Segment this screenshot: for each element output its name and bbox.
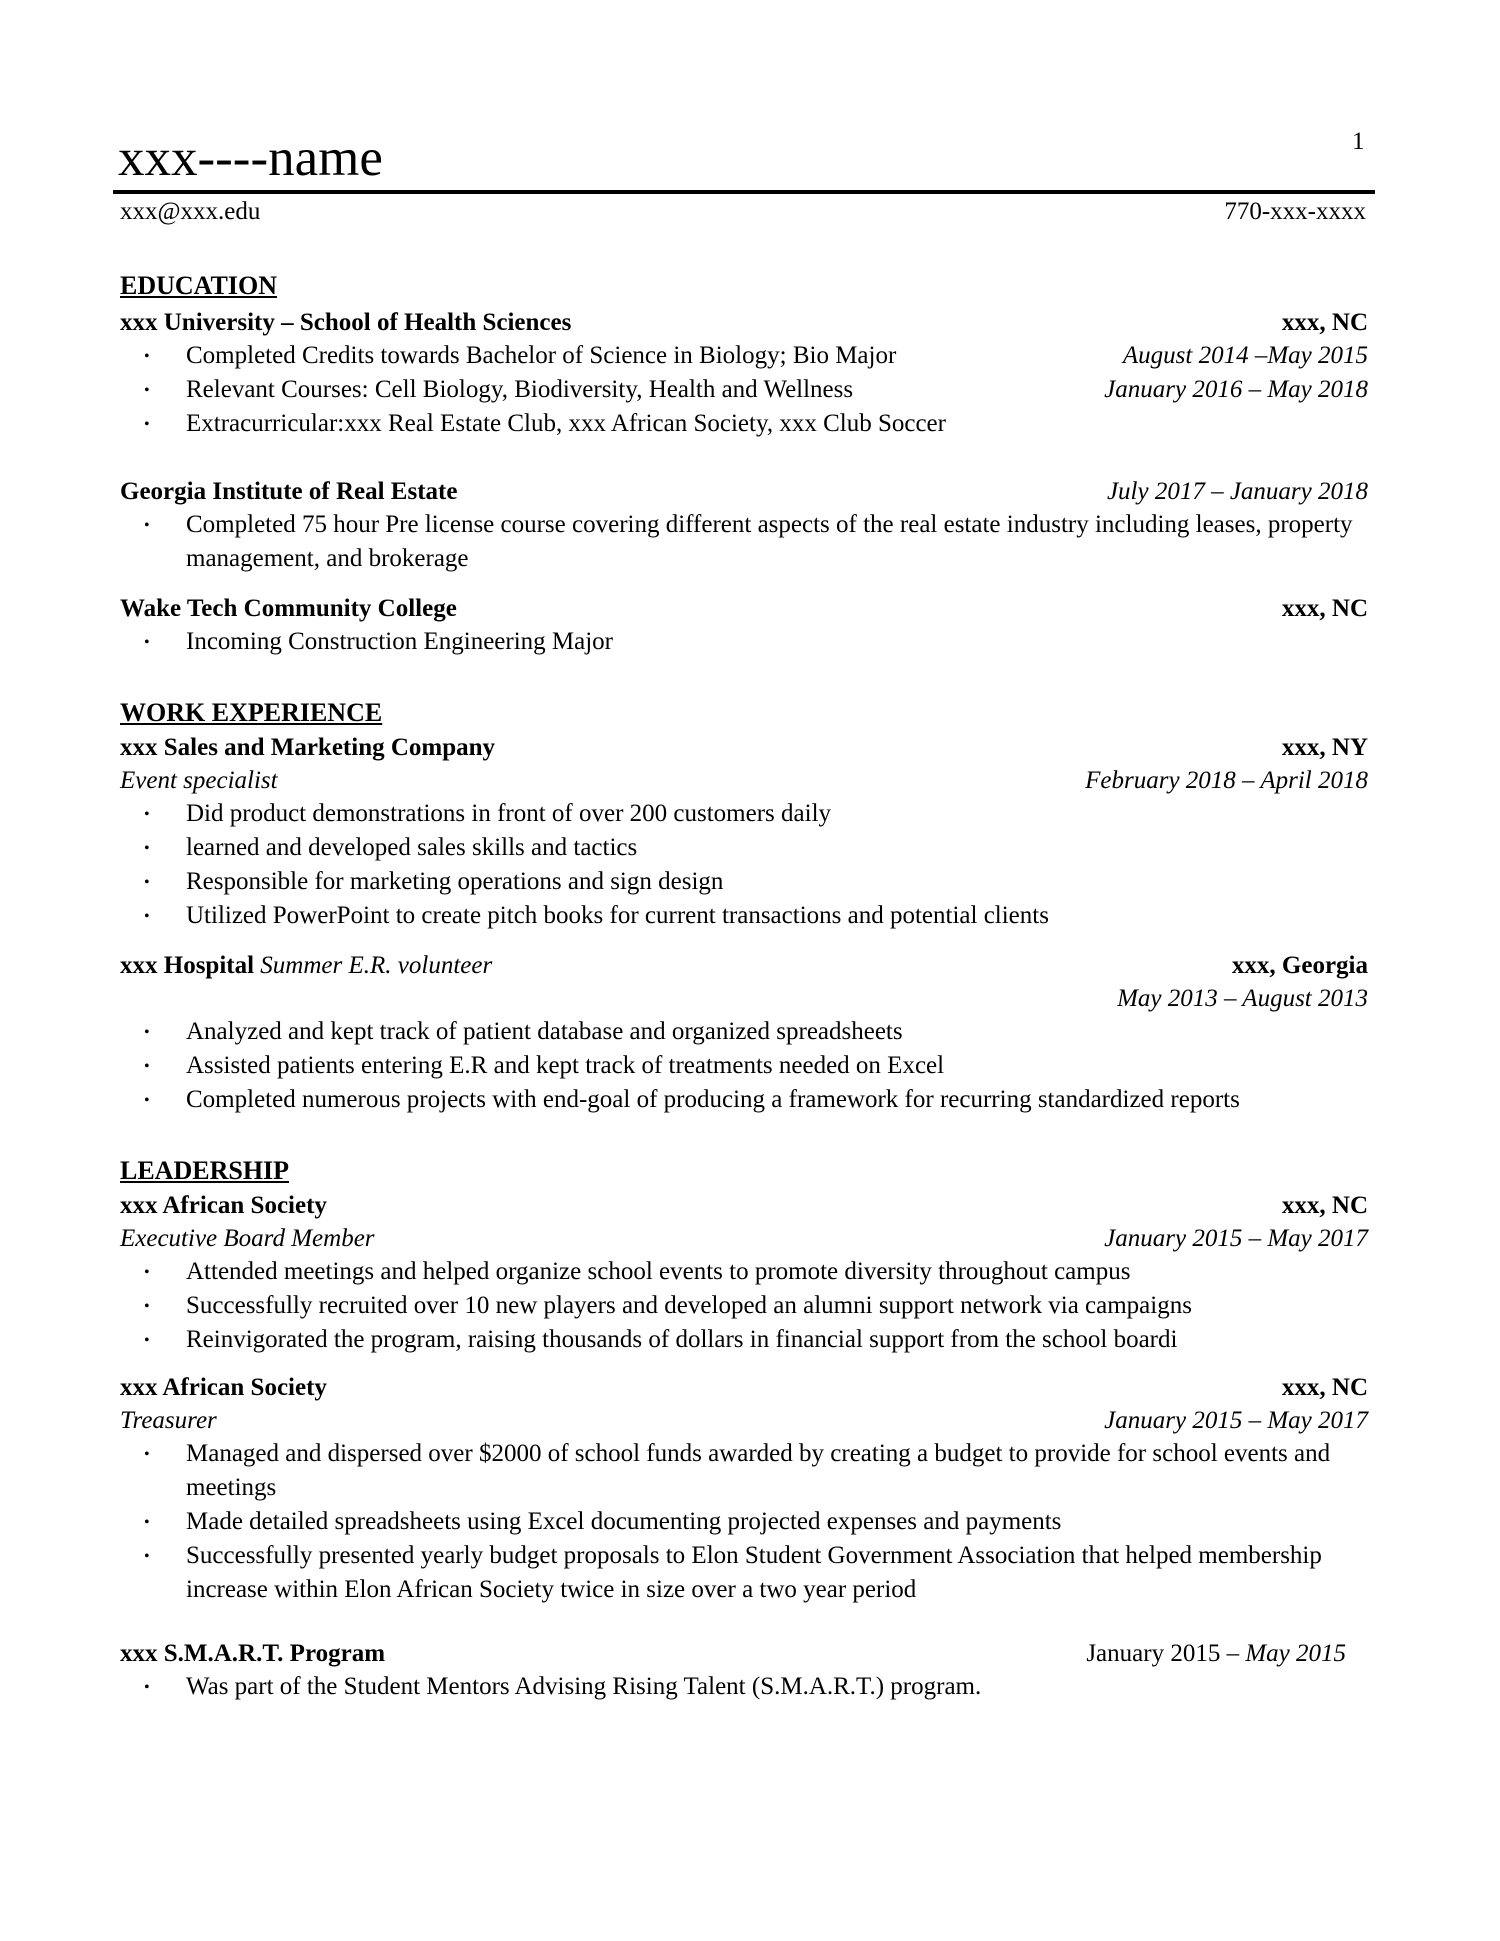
bullet-item: • Incoming Construction Engineering Major <box>186 625 1368 659</box>
bullet-list <box>120 797 1368 933</box>
bullet-item: • Analyzed and kept track of patient database and organized spreadsheets <box>186 1015 1368 1049</box>
location: xxx, NC <box>1281 1374 1368 1401</box>
contact-row <box>120 198 1366 226</box>
bullet-list <box>120 625 1368 659</box>
date-range: July 2017 – January 2018 <box>1106 478 1368 505</box>
bullet-item: • Utilized PowerPoint to create pitch books for current transactions and potential clients <box>186 899 1368 933</box>
bullet-list <box>120 339 966 441</box>
date-list <box>966 339 1368 441</box>
bullet-item: • Successfully recruited over 10 new players and developed an alumni support network via campaigns <box>186 1289 1368 1323</box>
org-name: xxx African Society <box>120 1192 327 1219</box>
date-range: May 2013 – August 2013 <box>1117 985 1368 1012</box>
bullet-item: • Made detailed spreadsheets using Excel documenting projected expenses and payments <box>186 1505 1368 1539</box>
bullet-item: • Relevant Courses: Cell Biology, Biodiversity, Health and Wellness <box>186 373 966 407</box>
leadership-entry <box>120 1637 1368 1704</box>
bullet-list <box>120 1015 1368 1117</box>
org-name: xxx S.M.A.R.T. Program <box>120 1640 386 1667</box>
work-entry <box>120 731 1368 933</box>
section-title-work: WORK EXPERIENCE <box>120 698 383 727</box>
bullet-item: • Completed numerous projects with end-goal of producing a framework for recurring standardized reports <box>186 1083 1368 1117</box>
role: Summer E.R. volunteer <box>260 952 493 979</box>
page-number: 1 <box>1352 128 1365 155</box>
date-range: February 2018 – April 2018 <box>1085 767 1368 794</box>
org-name: xxx African Society <box>120 1374 327 1401</box>
location: xxx, NC <box>1281 1192 1368 1219</box>
date-range: January 2016 – May 2018 <box>1104 376 1368 403</box>
bullet-item: • Extracurricular:xxx Real Estate Club, xxx African Society, xxx Club Soccer <box>186 407 966 441</box>
bullet-list <box>120 508 1368 576</box>
role: Event specialist <box>120 767 278 794</box>
resume-content <box>120 268 1368 1704</box>
phone: 770-xxx-xxxx <box>1224 198 1366 225</box>
org-name: xxx Sales and Marketing Company <box>120 734 496 761</box>
bullet-item: • Successfully presented yearly budget proposals to Elon Student Government Association that helped membership increase within Elon African Society twice in size over a two year period <box>186 1539 1368 1607</box>
org-name: xxx Hospital <box>120 952 255 979</box>
bullet-item: • Responsible for marketing operations and sign design <box>186 865 1368 899</box>
education-entry <box>120 475 1368 576</box>
org-name: Georgia Institute of Real Estate <box>120 478 458 505</box>
location: xxx, Georgia <box>1231 952 1368 979</box>
work-entry <box>120 949 1368 1117</box>
bullet-list <box>120 1255 1368 1357</box>
section-title-education: EDUCATION <box>120 271 277 300</box>
location: xxx, NC <box>1281 595 1368 622</box>
bullet-item: • learned and developed sales skills and tactics <box>186 831 1368 865</box>
education-entry <box>120 306 1368 441</box>
bullet-item: • Assisted patients entering E.R and kept track of treatments needed on Excel <box>186 1049 1368 1083</box>
date-range: January 2015 – May 2017 <box>1104 1225 1368 1252</box>
location: xxx, NY <box>1281 734 1368 761</box>
date-start: January 2015 <box>1086 1640 1221 1667</box>
education-entry <box>120 592 1368 659</box>
bullet-item: • Completed Credits towards Bachelor of Science in Biology; Bio Major <box>186 339 966 373</box>
candidate-name: xxx----name <box>118 129 383 187</box>
org-name: Wake Tech Community College <box>120 595 457 622</box>
date-range: August 2014 –May 2015 <box>1122 342 1368 369</box>
bullet-list <box>120 1670 1368 1704</box>
leadership-entry <box>120 1371 1368 1607</box>
bullet-item: • Attended meetings and helped organize school events to promote diversity throughout campus <box>186 1255 1368 1289</box>
section-title-leadership: LEADERSHIP <box>120 1156 290 1185</box>
bullet-item: • Was part of the Student Mentors Advising Rising Talent (S.M.A.R.T.) program. <box>186 1670 1368 1704</box>
leadership-entry <box>120 1189 1368 1357</box>
location: xxx, NC <box>1281 309 1368 336</box>
org-name: xxx University – School of Health Sciences <box>120 309 572 336</box>
date-range: January 2015 – May 2017 <box>1104 1407 1368 1434</box>
bullet-list <box>120 1437 1368 1607</box>
bullet-item: • Completed 75 hour Pre license course covering different aspects of the real estate industry including leases, property management, and brokerage <box>186 508 1368 576</box>
bullet-item: • Reinvigorated the program, raising thousands of dollars in financial support from the school boardi <box>186 1323 1368 1357</box>
role: Treasurer <box>120 1407 217 1434</box>
bullet-item: • Managed and dispersed over $2000 of school funds awarded by creating a budget to provide for school events and meetings <box>186 1437 1368 1505</box>
header-divider <box>113 190 1375 194</box>
bullet-item: • Did product demonstrations in front of over 200 customers daily <box>186 797 1368 831</box>
email[interactable]: xxx@xxx.edu <box>120 198 261 225</box>
date-end: – May 2015 <box>1226 1640 1346 1667</box>
role: Executive Board Member <box>120 1225 375 1252</box>
